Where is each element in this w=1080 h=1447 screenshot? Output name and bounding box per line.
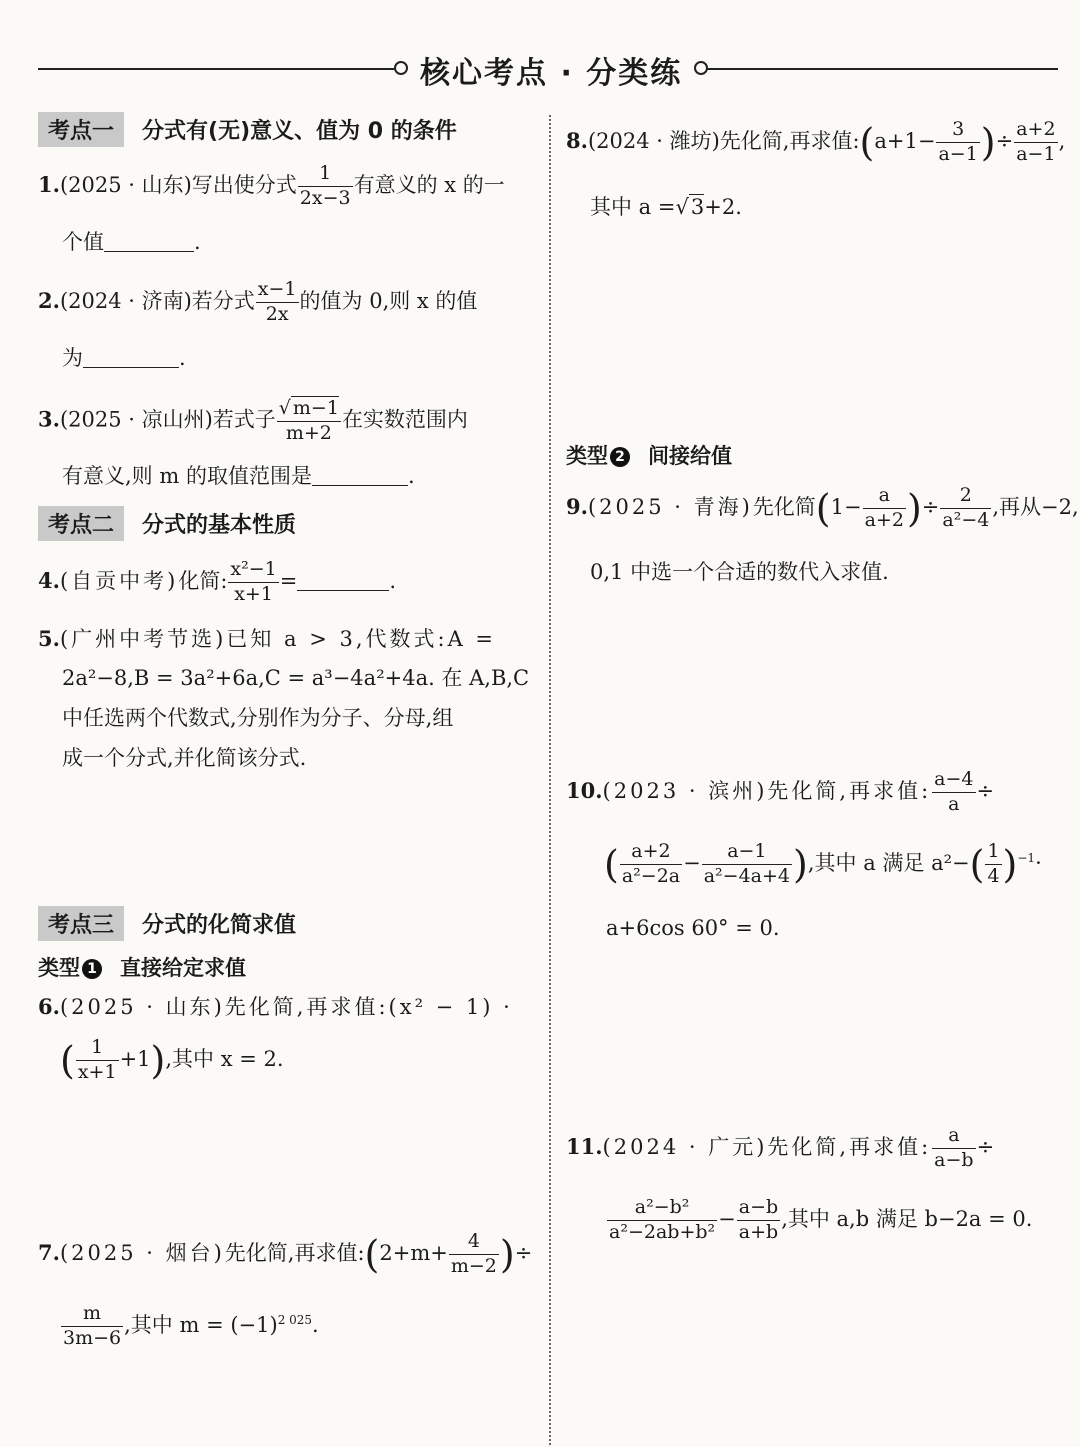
section-title: 分式的基本性质 xyxy=(142,513,297,538)
question-1 xyxy=(38,162,505,211)
fraction xyxy=(620,840,682,889)
question-7: 7.(2025 · 烟台)先化简,再求值:(2+m+ $\frac{4}{m-2}$ )÷ xyxy=(38,1230,533,1277)
question-text: 1− xyxy=(830,494,862,519)
fraction xyxy=(61,1302,123,1351)
fraction xyxy=(298,162,353,211)
denominator: 2x xyxy=(265,302,289,325)
fraction xyxy=(940,484,991,533)
numerator: a−b xyxy=(737,1196,780,1221)
subtype-title: 直接给定求值 xyxy=(120,956,246,980)
question-number: 9. xyxy=(566,493,588,519)
denominator: a−1 xyxy=(1016,142,1056,165)
numerator: 2 xyxy=(940,484,991,509)
numerator: √ m−1 xyxy=(277,396,341,422)
question-number: 4. xyxy=(38,567,60,593)
radicand: m−1 xyxy=(292,397,339,419)
numerator: x−1 xyxy=(256,278,299,303)
question-number: 11. xyxy=(566,1133,603,1159)
fraction xyxy=(1014,118,1057,167)
numerator: a−4 xyxy=(932,768,975,793)
numerator: a−1 xyxy=(702,840,792,865)
denominator: a²−4 xyxy=(942,508,990,531)
question-text: 其中 a = xyxy=(590,195,676,219)
answer-blank[interactable] xyxy=(83,347,179,368)
question-6-line-2: ( $\frac{1}{x+1}$ +1),其中 x = 2. xyxy=(60,1036,284,1083)
numerator: 4 xyxy=(449,1230,499,1255)
subtype-number: 2 xyxy=(610,447,630,467)
question-5-line-3: 中任选两个代数式,分别作为分子、分母,组 xyxy=(62,706,454,730)
numerator: a xyxy=(863,484,906,509)
question-text: 化简: xyxy=(178,568,228,593)
denominator: a+b xyxy=(738,1220,779,1243)
denominator: a²−2ab+b² xyxy=(609,1220,716,1243)
question-text: ,其中 x = 2. xyxy=(165,1046,284,1071)
page-title: 核心考点 · 分类练 xyxy=(420,56,683,91)
question-number: 7. xyxy=(38,1239,60,1265)
operator: ÷ xyxy=(995,128,1014,153)
fraction xyxy=(932,1124,975,1173)
question-3-line-2: 有意义,则 m 的取值范围是 . xyxy=(62,464,415,488)
question-8: 8.(2024 · 潍坊)先化简,再求值:(a+1− $\frac{3}{a-1}$ )÷ $\frac{a+2}{a-1}$ , xyxy=(566,118,1066,165)
fraction xyxy=(702,840,792,889)
question-number: 6. xyxy=(38,994,60,1019)
question-text: 的值为 0,则 x 的值 xyxy=(299,288,478,313)
header-ornament-left xyxy=(394,61,408,75)
operator: ÷ xyxy=(976,1134,995,1159)
denominator: a+2 xyxy=(864,508,904,531)
question-number: 2. xyxy=(38,287,60,313)
question-11-line-2 xyxy=(606,1196,1032,1245)
question-source: (2023 · 滨州) xyxy=(602,778,768,803)
question-source: (广州中考节选) xyxy=(59,627,227,651)
operator: · xyxy=(1035,850,1042,875)
question-text: +2. xyxy=(704,195,742,219)
question-number: 1. xyxy=(38,171,60,197)
header-rule-left xyxy=(38,68,396,70)
numerator: x²−1 xyxy=(228,558,278,583)
question-source: (2024 · 广元) xyxy=(602,1134,768,1159)
question-source: (自贡中考) xyxy=(59,568,179,593)
operator: ÷ xyxy=(976,778,995,803)
question-text: ,再从−2, xyxy=(992,494,1079,519)
question-source: (2025 · 烟台) xyxy=(59,1240,225,1265)
denominator: x+1 xyxy=(234,582,273,605)
operator: − xyxy=(718,1206,736,1231)
numerator: 1 xyxy=(298,162,353,187)
exponent: −1 xyxy=(1017,850,1036,865)
question-text: 个值 xyxy=(62,230,104,254)
question-text: ,其中 m = (−1) xyxy=(124,1312,278,1337)
fraction xyxy=(932,768,975,817)
fraction xyxy=(449,1230,499,1279)
denominator: a xyxy=(948,792,960,815)
operator: ÷ xyxy=(514,1240,533,1265)
section-tag: 考点三 xyxy=(38,906,124,941)
numerator: a+2 xyxy=(1014,118,1057,143)
numerator: a xyxy=(932,1124,975,1149)
question-text: 在实数范围内 xyxy=(341,407,468,432)
denominator: 4 xyxy=(987,864,1000,887)
fraction xyxy=(985,840,1001,889)
question-text: 写出使分式 xyxy=(191,172,297,197)
section-heading-3 xyxy=(38,906,296,941)
subtype-label: 类型 xyxy=(566,444,608,468)
question-text: a+1− xyxy=(874,128,936,153)
answer-blank[interactable] xyxy=(297,570,389,591)
question-source: (2025 · 山东) xyxy=(59,995,225,1019)
question-10-line-2: ( $\frac{a+2}{\text{a²−2a}}$ − $\frac{a-1}{\text{a²−4a+4}}$ ),其中 a 满足 a²−( $\frac{1}{4}$ )$^{-1}$· xyxy=(604,840,1042,887)
numerator: a²−b² xyxy=(607,1196,717,1221)
denominator: 3m−6 xyxy=(63,1326,122,1349)
question-5-line-2: 2a²−8,B = 3a²+6a,C = a³−4a²+4a. 在 A,B,C xyxy=(62,666,530,690)
question-text: 先化简,再求值:(x² − 1) · xyxy=(224,995,513,1019)
numerator: 3 xyxy=(936,118,979,143)
question-source: (2025 · 山东) xyxy=(59,172,192,197)
question-10-line-3: a+6cos 60° = 0. xyxy=(606,916,780,940)
fraction xyxy=(737,1196,780,1245)
answer-blank[interactable] xyxy=(312,465,408,486)
question-9: 9.(2025 · 青海)先化简(1− $\frac{a}{a+2}$ )÷ $\frac{2}{\text{a²−4}}$ ,再从−2, xyxy=(566,484,1079,531)
question-9-line-2: 0,1 中选一个合适的数代入求值. xyxy=(590,560,889,584)
denominator: 2x−3 xyxy=(299,186,351,209)
section-heading-1 xyxy=(38,112,457,147)
question-7-line-2 xyxy=(60,1302,319,1351)
denominator: a−1 xyxy=(938,142,978,165)
fraction xyxy=(76,1036,119,1085)
numerator: a+2 xyxy=(620,840,682,865)
fraction xyxy=(607,1196,717,1245)
question-number: 3. xyxy=(38,406,60,432)
question-text: 先化简,再求值: xyxy=(224,1240,365,1265)
question-text: +1 xyxy=(119,1046,151,1071)
question-number: 5. xyxy=(38,626,60,651)
fraction xyxy=(228,558,278,607)
question-text: 若式子 xyxy=(212,407,276,432)
header-rule-right xyxy=(706,68,1058,70)
question-source: (2024 · 潍坊) xyxy=(587,128,720,153)
question-number: 8. xyxy=(566,127,588,153)
question-5 xyxy=(38,626,496,652)
question-text: 有意义,则 m 的取值范围是 xyxy=(62,464,312,488)
question-source: (2025 · 凉山州) xyxy=(59,407,213,432)
section-tag: 考点二 xyxy=(38,506,124,541)
fraction xyxy=(936,118,979,167)
question-1-line-2: 个值 . xyxy=(62,230,201,254)
denominator: m−2 xyxy=(450,1254,497,1277)
question-4: 4.(自贡中考)化简: $\frac{\text{x²−1}}{x+1}$ = . xyxy=(38,558,397,605)
question-5-line-4: 成一个分式,并化简该分式. xyxy=(62,746,307,770)
denominator: x+1 xyxy=(77,1060,117,1083)
question-text: 为 xyxy=(62,346,83,370)
question-source: (2025 · 青海) xyxy=(587,494,753,519)
question-text: ,其中 a,b 满足 b−2a = 0. xyxy=(781,1206,1033,1231)
subtype-label: 类型 xyxy=(38,956,80,980)
question-text: ,其中 a 满足 a²− xyxy=(807,850,970,875)
question-text: 已知 a > 3,代数式:A = xyxy=(226,627,497,651)
subtype-heading-2 xyxy=(566,440,732,470)
question-number: 10. xyxy=(566,777,603,803)
question-2-line-2: 为 . xyxy=(62,346,186,370)
question-3 xyxy=(38,396,468,446)
fraction xyxy=(256,278,299,327)
question-text: 先化简,再求值: xyxy=(767,1134,932,1159)
numerator: 1 xyxy=(76,1036,119,1061)
fraction xyxy=(277,396,341,446)
numerator: m xyxy=(61,1302,123,1327)
question-11 xyxy=(566,1124,994,1173)
question-text: 先化简,再求值: xyxy=(719,128,860,153)
exponent: 2 025 xyxy=(277,1312,313,1327)
numerator: 1 xyxy=(985,840,1001,865)
column-divider xyxy=(549,115,551,1445)
operator: ÷ xyxy=(921,494,940,519)
question-text: = xyxy=(279,568,298,593)
radicand: 3 xyxy=(690,195,705,219)
question-text: 先化简,再求值: xyxy=(767,778,932,803)
question-text: 有意义的 x 的一 xyxy=(353,172,505,197)
question-text: 若分式 xyxy=(191,288,255,313)
denominator: a²−2a xyxy=(621,864,681,887)
fraction xyxy=(863,484,906,533)
question-text: . xyxy=(312,1312,319,1337)
section-heading-2 xyxy=(38,506,296,541)
section-title: 分式有(无)意义、值为 0 的条件 xyxy=(142,119,457,144)
question-2 xyxy=(38,278,477,327)
question-6 xyxy=(38,994,513,1020)
subtype-heading-1 xyxy=(38,952,246,982)
denominator: m+2 xyxy=(285,421,332,444)
question-text: 先化简 xyxy=(752,494,816,519)
question-text: , xyxy=(1058,128,1066,153)
question-8-line-2: 其中 a =√3+2. xyxy=(590,195,742,219)
denominator: a²−4a+4 xyxy=(703,864,791,887)
answer-blank[interactable] xyxy=(104,231,194,252)
question-source: (2024 · 济南) xyxy=(59,288,192,313)
operator: − xyxy=(683,850,701,875)
subtype-title: 间接给值 xyxy=(648,444,732,468)
question-10 xyxy=(566,768,994,817)
section-title: 分式的化简求值 xyxy=(142,913,297,938)
section-tag: 考点一 xyxy=(38,112,124,147)
subtype-number: 1 xyxy=(82,959,102,979)
denominator: a−b xyxy=(934,1148,974,1171)
question-text: 2+m+ xyxy=(379,1240,448,1265)
